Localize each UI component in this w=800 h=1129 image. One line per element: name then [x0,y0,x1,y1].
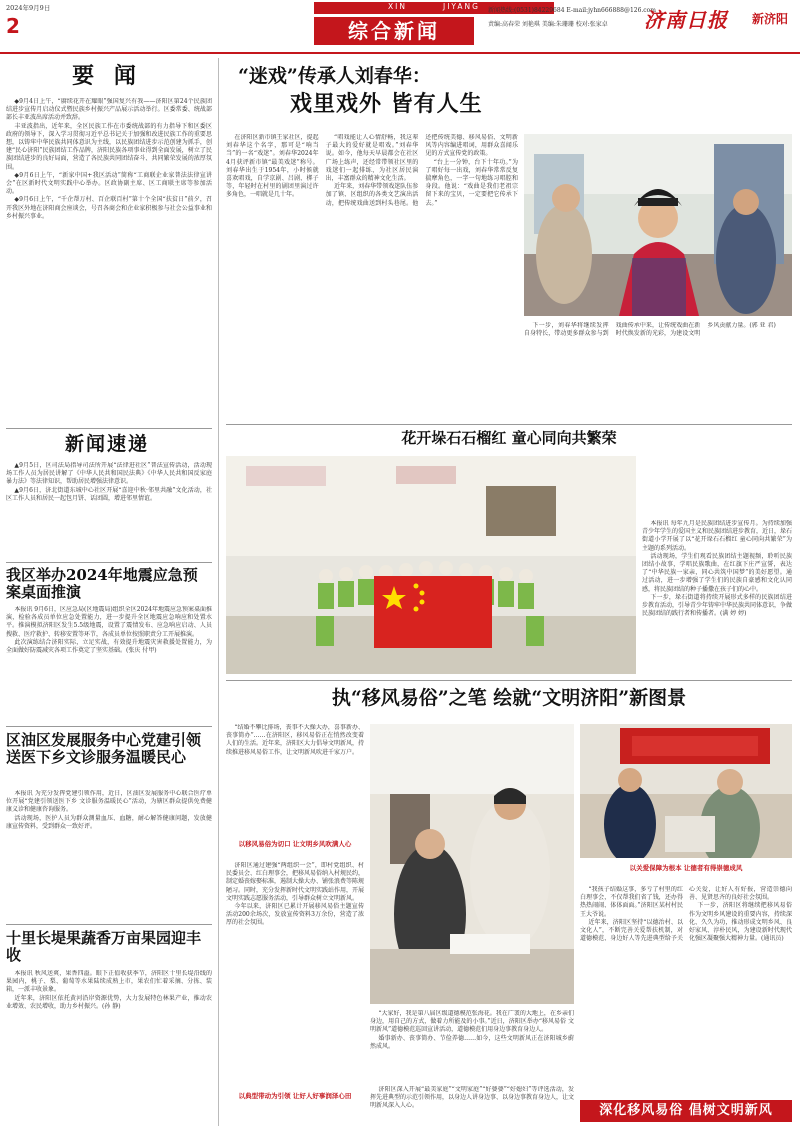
orchard-paragraph: 本报讯 秋风送爽，果香四溢。眼下正值收获季节，济阳区十里长堤沿线的果园内，桃子、梨、葡萄等水果陆续成熟上市，果农们忙着采摘、分拣、装箱，一派丰收景象。 [6,970,212,994]
yaowen-article [6,98,212,420]
issue-date: 2024年9月9日 [6,4,51,12]
divider [226,680,792,681]
opera-photo [524,134,792,316]
customs-subheading-2: 以典型带动为引领 让好人好事润泽心田 [238,1092,352,1100]
masthead-rule [0,52,800,54]
quake-drill-paragraph: 本报讯 9月6日，区应急局(区地震局)组织全区2024年地震应急预案桌面推演，检验各成员单位应急处置能力，进一步提升全区地震应急响应和处置水平。推演模拟济阳区发生5.5级地震，设置了震情发布、应急响应启动、人员搜救、医疗救护、转移安置等环节，各成员单位按照职责分工开展推演。 [6,606,212,638]
contact-line: 新闻热线:(0531)84229684 E-mail:jyhn666888@126.com [488,7,656,14]
newspaper-logo: 济南日报 [644,8,728,32]
newspaper-edition-name: 新济阳 [752,12,789,26]
school-event-headline: 花开垛石石榴红 童心同向共繁荣 [401,429,617,447]
customs-section-1 [226,862,364,1092]
news-brief-paragraph: ▲9月5日，区司法局指导司法所开展“法律进社区”普法宣传活动，活动现场工作人员为居民讲解了《中华人民共和国民法典》《中华人民共和国反家庭暴力法》等法律知识，帮助居民增强法律意识。 [6,462,212,486]
customs-paragraph: 济阳区通过建强“两组织一会”，即村党组织、村民委员会、红白理事会，把移风易俗纳入村规民约，制定婚丧嫁娶标准，遏制大操大办、铺张浪费等陈规陋习。同时，充分发挥新时代文明实践站作用，开展文明实践志愿服务活动，引导群众树立文明新风。 [226,862,364,902]
yaowen-paragraph: ◆9月6日上午，“千企帮万村、百企联百村”第十个全国“扶贫日”前夕，召开我区外地在济阳商会座谈会，号召各商会和企业家积极参与社会公益事业和乡村振兴事业。 [6,196,212,220]
news-brief-paragraph: ▲9月6日，济北街道东城中心社区开展“喜迎中秋·邻里共融”文化活动，社区工作人员和居民一起包月饼、话团圆，增进邻里情谊。 [6,486,212,502]
news-brief-heading: 新闻速递 [64,433,149,455]
customs-section-3 [580,886,792,1094]
customs-lead [226,724,364,836]
quake-drill-paragraph: 此次演练结合济阳实际，立足实战，有效提升地震灾害救援处置能力，为全面做好防震减灾各项工作奠定了坚实基础。(张庆 付甲) [6,638,212,655]
opera-article-continued [524,322,792,420]
customs-section-2 [370,1086,574,1124]
opera-article-body [226,134,518,420]
customs-paragraph: 近年来，济阳区坚持“以德治村、以文化人”，不断完善关爱帮扶机制，对道德模范、身边好人等先进典型给予关心关爱，让好人有好报，营造崇德向善、见贤思齐的良好社会氛围。 [580,886,792,943]
medical-service-paragraph: 活动现场，医护人员为群众测量血压、血糖，耐心解答健康问题，发放健康宣传资料，受到群众一致好评。 [6,814,212,830]
customs-section-1-continued [370,1010,574,1084]
divider [6,428,212,429]
yaowen-paragraph: 丰亚波指出，近年来，全区民族工作在市委统战部的有力指导下和区委区政府的领导下，深入学习贯彻习近平总书记关于加强和改进民族工作的重要思想，以铸牢中华民族共同体意识为主线，以民族团结进步示范创建为抓手，创建“民心济阳”民族团结工作品牌，济阳民族各项事业得到全面发展，树立了民族团结进步的良好局面，营造了各民族共同团结奋斗、共同繁荣发展的浓厚氛围。 [6,122,212,171]
school-event-article [642,520,792,674]
customs-photo-2 [580,724,792,858]
page-number: 2 [6,14,20,38]
medical-service-article [6,790,212,910]
editors-line: 责编:高春荣 刘艳琪 美编:朱珊珊 校对:张家卓 [488,21,608,28]
opera-paragraph: “台上一分钟，台下十年功。”为了唱好每一出戏，刘春华常常反复揣摩角色，一字一句地练习唱腔和身段。他说：“戏曲是我们老祖宗留下来的宝贝，一定要把它传承下去。” [425,158,518,207]
opera-paragraph: 近年来，刘春华带领戏迷队伍参加了镇、区组织的各类文艺演出活动，把传统戏曲送到村头巷尾。他还把传统美德、移风易俗、文明新风等内容编进唱词，用群众喜闻乐见的方式宣传党的政策。 [325,134,518,207]
school-event-paragraph: 活动现场，学生们观看民族团结主题视频，聆听民族团结小故事，学唱民族歌曲，在红旗下庄严宣誓，表达了“中华民族一家亲，同心共筑中国梦”的美好愿望。通过活动，进一步增强了学生们的民族自豪感和文化认同感，将民族团结的种子播撒在孩子们的心中。 [642,552,792,593]
customs-paragraph: 婚事新办、丧事简办、节俭养德……如今，这些文明新风正在济阳城乡蔚然成风。 [370,1034,574,1050]
orchard-article [6,970,212,1122]
yaowen-paragraph: ◆9月6日上午，“新家中国+我区活动”简称“工商联企业家普法法律宣讲会”在区新时代文明实践中心举办。区政协副主席、区工商联主席等参加活动。 [6,171,212,196]
customs-paragraph: 济阳区深入开展“最美家庭”“文明家庭”“好婆婆”“好媳妇”等评选活动，发挥先进典型的示范引领作用，以身边人讲身边事、以身边事教育身边人，让文明新风深入人心。 [370,1086,574,1110]
customs-lead-paragraph: “结婚不攀比排场，丧事不大操大办，喜事新办、丧事简办”……在济阳区，移风易俗正在悄然改变着人们的生活。近年来，济阳区大力倡导文明新风，持续推进移风易俗工作，让文明新风吹进千家万户。 [226,724,364,756]
opera-paragraph: 在济阳区新市镇王家社区，提起刘春华这个名字，那可是“响当当”的一名“戏迷”。刘春华2024年4月获评新市镇“最美戏迷”称号。刘春华出生于1954年，小时候就喜欢唱戏，自学京剧、吕剧、梆子等，年轻时在村里的剧团里演过许多角色，一唱就是几十年。 [226,134,319,199]
divider [6,924,212,925]
medical-service-paragraph: 本报讯 为充分发挥党建引领作用，近日，区油区发展服务中心联合医疗单位开展“党建引领送医下乡 文诊服务温暖民心”活动，为辖区群众提供免费健康义诊和健康咨询服务。 [6,790,212,814]
quake-drill-headline: 我区举办2024年地震应急预案桌面推演 [6,566,198,602]
school-event-paragraph: 下一步，垛石街道将持续开展形式多样的民族团结进步教育活动，引导青少年铸牢中华民族共同体意识，争做民族团结的践行者和传播者。(满 婷 婷) [642,593,792,618]
orchard-headline: 十里长堤果蔬香万亩果园迎丰收 [6,929,202,965]
yaowen-heading: 要 闻 [72,63,142,89]
opera-paragraph: 下一步，刘春华将继续发挥自身特长，带动更多群众参与到戏曲传承中来，让传统戏曲在新时代焕发新的光彩，为建设文明乡风贡献力量。(郭 亚 君) [524,322,776,338]
medical-service-headline: 区油区发展服务中心党建引领送医下乡文诊服务温暖民心 [6,731,202,767]
customs-photo-1 [370,724,574,1004]
news-brief-article [6,462,212,556]
orchard-paragraph: 近年来，济阳区依托黄河沿岸资源优势，大力发展特色林果产业，推动农业增效、农民增收，助力乡村振兴。(孙 静) [6,994,212,1010]
opera-headline-line1: “迷戏”传承人刘春华： [238,65,431,87]
customs-paragraph: 下一步，济阳区将继续把移风易俗作为文明乡风建设的重要内容，持续深化、久久为功，推动形成文明乡风、良好家风、淳朴民风，为建设新时代现代化强区凝聚强大精神力量。(通讯员) [689,902,792,943]
bottom-slogan-banner: 深化移风易俗 倡树文明新风 [580,1100,792,1122]
opera-headline-line2: 戏里戏外 皆有人生 [290,91,483,117]
customs-paragraph: “我孩子结婚这事，多亏了村里的红白理事会，不仅帮我们省了钱，还办得热热闹闹、体体面面。”济阳区某村村民王大爷说。 [580,886,683,918]
yaowen-paragraph: ◆9月4日上午，“赓续花开在耀眼”强国复兴有我——济阳区第24个民族团结进步宣传月启动仪式暨民族乡村振兴产品展示活动举行。区委常委、统战部部长丰亚波出席活动并致辞。 [6,98,212,122]
customs-paragraph: 今年以来，济阳区已累计开展移风易俗主题宣传活动200余场次，发放宣传资料3万余份，营造了浓厚的社会氛围。 [226,903,364,927]
edition-word-2: JIYANG [442,2,480,11]
divider [6,562,212,563]
school-event-paragraph: 本报讯 每年九月是民族团结进步宣传月。为持续加强青少年学生的爱国主义和民族团结进步教育，近日，垛石街道小学开展了以“花开垛石石榴红 童心同向共繁荣”为主题的系列活动。 [642,520,792,552]
customs-subheading-3: 以关爱保障为根本 让德者有得崇德成风 [629,864,743,872]
section-title: 综合新闻 [314,17,474,45]
column-divider [218,58,219,1126]
school-event-photo [226,456,636,674]
quake-drill-article [6,606,212,718]
divider [226,424,792,425]
opera-paragraph: “唱戏能让人心情舒畅，我这辈子最大的爱好就是唱戏。”刘春华说。如今，他每天早晨都会在社区广场上练声，还经常带领社区里的戏迷们一起排练，为社区居民演出，丰富群众的精神文化生活。 [325,134,419,183]
customs-headline: 执“移风易俗”之笔 绘就“文明济阳”新图景 [331,687,687,709]
customs-subheading-1: 以移风易俗为切口 让文明乡风吹满人心 [238,840,352,848]
divider [6,726,212,727]
edition-word-1: XIN [388,2,407,11]
customs-paragraph: “大家好，我是第八届区级道德模范张海花。我在广袤的大地上，在乡亲们身边，用自己的方式，做着力所能及的小事。”近日，济阳区举办“移风易俗 文明新风”道德模范巡回宣讲活动，道德模范们用身边事教育身边人。 [370,1010,574,1034]
